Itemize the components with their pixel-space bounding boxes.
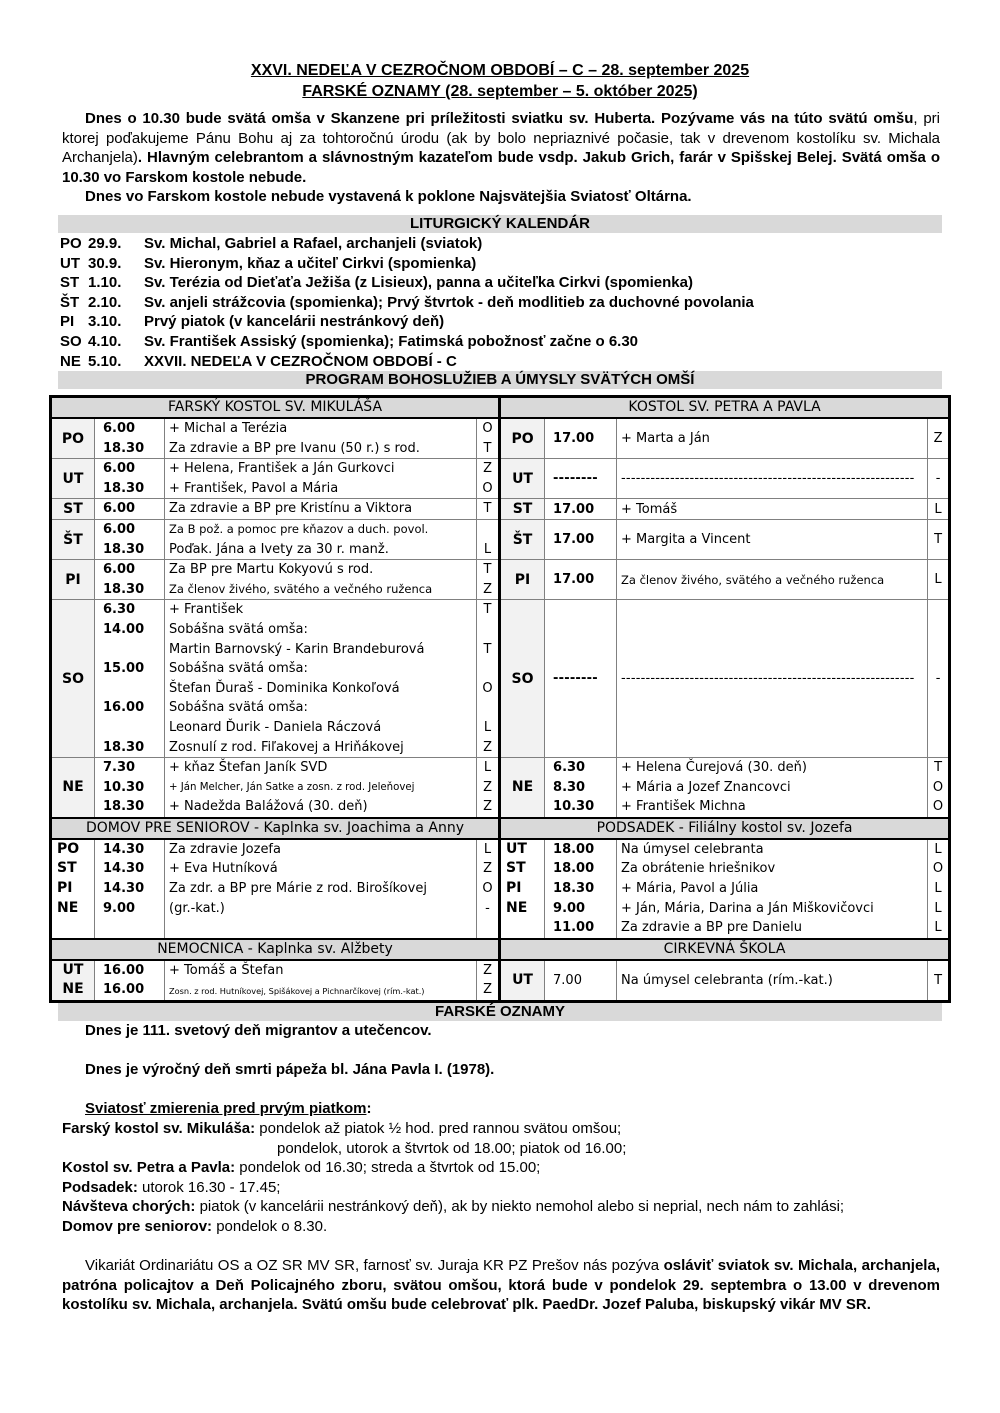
cell-line: Sobášna svätá omša: <box>169 621 308 637</box>
cell-line: Z <box>483 861 492 877</box>
cell-line: O <box>482 680 493 696</box>
time-cell <box>95 459 165 499</box>
schedule-row <box>51 839 950 939</box>
cell-line: + František Michna <box>621 799 746 815</box>
cell-line: 16.00 <box>103 700 145 716</box>
cell-line: + Mária, Pavol a Júlia <box>621 881 759 897</box>
cell-line <box>103 640 160 660</box>
cell-line <box>478 918 497 938</box>
time-cell: 17.00 <box>545 560 617 600</box>
cell-line: PI <box>57 880 73 897</box>
text-segment: utorok 16.30 - 17.45; <box>137 1178 281 1196</box>
calendar-text: Sv. Hieronym, kňaz a učiteľ Cirkvi (spomienka) <box>144 254 477 272</box>
schedule-row <box>51 560 950 600</box>
cell-line: O <box>932 861 944 877</box>
cell-line: PO <box>57 840 80 857</box>
cell-line <box>506 918 540 938</box>
intro-text <box>62 109 940 207</box>
intention-cell <box>165 600 477 758</box>
priest-cell <box>477 418 500 459</box>
text-segment: pondelok od 16.30; streda a štvrtok od 15.00; <box>235 1159 541 1177</box>
priest-cell <box>477 839 500 939</box>
cell-line <box>169 918 472 938</box>
calendar-date: 30.9. <box>88 254 122 272</box>
calendar-row <box>60 332 940 352</box>
spacer <box>62 1080 940 1100</box>
cell-line: Za členov živého, svätého a večného ruženca <box>169 581 433 596</box>
cell-line: T <box>483 602 492 618</box>
cell-line: Sobášna svätá omša: <box>169 700 308 716</box>
calendar-row <box>60 234 940 254</box>
priest-cell: - <box>928 459 950 499</box>
intention-cell <box>617 839 928 939</box>
cell-line: L <box>934 881 942 897</box>
cell-line: Za BP pre Martu Kokyovú s rod. <box>169 562 374 578</box>
cell-line: Za zdravie a BP pre Danielu <box>621 920 802 936</box>
time-cell <box>95 560 165 600</box>
cell-line: 14.30 <box>103 861 145 877</box>
intro-paragraph-2: Dnes vo Farskom kostole nebude vystavená k poklone Najsvätejšia Sviatosť Oltárna. <box>85 188 692 206</box>
title-line-2: FARSKÉ OZNAMY (28. september – 5. október 2025) <box>302 83 698 100</box>
cell-line: 6.00 <box>103 521 136 537</box>
cell-line: 6.00 <box>103 461 136 477</box>
cell-line: (gr.-kat.) <box>169 900 225 916</box>
cell-line: 9.00 <box>553 900 586 916</box>
priest-cell: - <box>928 600 950 758</box>
priest-cell: T <box>928 960 950 1002</box>
cell-line: + Mária a Jozef Znancovci <box>621 779 791 795</box>
cell-line: 18.30 <box>103 799 145 815</box>
cell-line: + Tomáš a Štefan <box>169 962 284 978</box>
cell-line: Za obrátenie hriešnikov <box>621 861 776 877</box>
cell-line: Sobášna svätá omša: <box>169 661 308 677</box>
intention-cell <box>617 758 928 818</box>
spacer <box>62 1041 940 1061</box>
calendar-date: 29.9. <box>88 235 122 252</box>
priest-cell: L <box>928 499 950 520</box>
announcement: Dnes je 111. svetový deň migrantov a utečencov. <box>85 1022 432 1039</box>
day-cell: ŠT <box>51 519 95 559</box>
intention-cell <box>617 600 928 758</box>
calendar-date: 3.10. <box>88 313 122 331</box>
confession-item <box>62 1158 940 1178</box>
time-cell <box>95 600 165 758</box>
calendar-date: 5.10. <box>88 352 122 370</box>
schedule-row <box>51 758 950 818</box>
cell-line: ------------------------------------------------------------ <box>621 470 915 486</box>
day-cell: PI <box>51 560 95 600</box>
time-cell: 7.00 <box>545 960 617 1002</box>
announcement: Dnes je výročný deň smrti pápeža bl. Jána Pavla I. (1978). <box>85 1061 495 1079</box>
day-cell: UT <box>500 960 545 1002</box>
calendar-date: 2.10. <box>88 293 122 311</box>
schedule-row <box>51 499 950 520</box>
cell-line: Z <box>483 982 492 998</box>
cell-line: 18.30 <box>103 480 145 496</box>
cell-line: Za zdravie Jozefa <box>169 841 281 857</box>
calendar-text: XXVII. NEDEĽA V CEZROČNOM OBDOBÍ - C <box>144 352 457 370</box>
day-cell: PO <box>500 418 545 459</box>
day-cell: SO <box>51 600 95 758</box>
text-segment: osláviť sviatok sv. Michala, archanjela, patróna policajtov a Deň Policajného zboru, svätou omšou, ktorá bude v pondelok 29. septembra o 13.00 v drevenom kostolíku sv. Michala, archanjela. Svätú omšu bude celebrovať plk. PaedDr. Jozef Paluba, biskupský vikár MV SR. <box>62 1257 940 1314</box>
cell-line: 10.30 <box>553 799 595 815</box>
title-line-1: XXVI. NEDEĽA V CEZROČNOM OBDOBÍ – C – 28. september 2025 <box>250 62 750 79</box>
text-segment: Podsadek: <box>62 1178 138 1196</box>
time-cell <box>95 839 165 939</box>
cell-line: ST <box>57 860 77 877</box>
intro-paragraph-1 <box>62 109 940 187</box>
schedule-row <box>51 960 950 1002</box>
day-cell <box>51 960 95 1002</box>
cell-line: UT <box>506 840 527 857</box>
confession-item <box>62 1119 940 1139</box>
intention-cell: + Margita a Vincent <box>617 519 928 559</box>
cell-line: Štefan Ďuraš - Dominika Konkoľová <box>169 680 400 696</box>
cell-line: 15.00 <box>103 661 145 677</box>
intention-cell: + Tomáš <box>617 499 928 520</box>
cell-line: Zosn. z rod. Hutníkovej, Spišákovej a Pichnarčíkovej (rím.-kat.) <box>169 986 425 997</box>
cell-line: + Michal a Terézia <box>169 421 288 436</box>
section-cirkevna-skola: CIRKEVNÁ ŠKOLA <box>500 939 950 960</box>
cell-line: NE <box>506 899 528 916</box>
calendar-row <box>60 352 940 372</box>
cell-line: O <box>932 799 944 815</box>
cell-line: UT <box>62 961 84 978</box>
cell-line: T <box>483 440 492 456</box>
confession-heading <box>62 1099 940 1119</box>
calendar-day: ST <box>60 274 80 292</box>
confession-item <box>62 1197 940 1217</box>
section-header-row <box>51 818 950 839</box>
cell-line <box>103 918 160 938</box>
cell-line: + František <box>169 602 244 618</box>
day-cell: PI <box>500 560 545 600</box>
intention-cell <box>165 459 477 499</box>
cell-line: 16.00 <box>103 982 145 998</box>
intention-cell <box>165 560 477 600</box>
calendar-row <box>60 273 940 293</box>
cell-line: 18.30 <box>103 739 145 755</box>
intro-bold-2: . Hlavným celebrantom a slávnostným kazateľom bude vsdp. Jakub Grich, farár v Spišskej Belej. Svätá omša o 10.30 vo Farskom kostole nebude. <box>62 149 940 186</box>
cell-line: 18.00 <box>553 841 595 857</box>
cell-line: 16.00 <box>103 962 145 978</box>
time-cell <box>95 418 165 459</box>
cell-line: 18.00 <box>553 861 595 877</box>
day-cell: ST <box>500 499 545 520</box>
schedule-row <box>51 459 950 499</box>
cell-line: 8.30 <box>553 779 586 795</box>
cell-line: ST <box>506 860 526 877</box>
intention-cell <box>165 960 477 1002</box>
priest-cell <box>477 560 500 600</box>
cell-line: L <box>934 900 942 916</box>
cell-line: T <box>934 760 943 776</box>
cell-line: + František, Pavol a Mária <box>169 480 339 496</box>
cell-line: 6.00 <box>103 421 136 436</box>
cell-line: 6.30 <box>103 602 136 618</box>
calendar-text: Prvý piatok (v kancelárii nestránkový deň) <box>144 313 445 331</box>
cell-line: 6.00 <box>103 501 136 517</box>
cell-line: T <box>483 562 492 578</box>
cell-line: + Nadežda Balážová (30. deň) <box>169 799 368 815</box>
cell-line: L <box>483 841 492 857</box>
section-domov-seniorov: DOMOV PRE SENIOROV - Kaplnka sv. Joachima a Anny <box>51 818 500 839</box>
intention-cell <box>165 758 477 818</box>
cell-line: O <box>482 421 493 436</box>
calendar-text: Sv. anjeli strážcovia (spomienka); Prvý štvrtok - deň modlitieb za duchovné povolania <box>144 293 754 311</box>
day-cell: PO <box>51 418 95 459</box>
time-cell <box>545 839 617 939</box>
cell-line: Za zdravie a BP pre Kristínu a Viktora <box>169 501 413 517</box>
day-cell: SO <box>500 600 545 758</box>
calendar-row <box>60 312 940 332</box>
cell-line: + kňaz Štefan Janík SVD <box>169 760 328 776</box>
priest-cell: T <box>928 519 950 559</box>
cell-line: Z <box>483 581 492 597</box>
calendar-day: SO <box>60 332 82 350</box>
section-kostol-petra-pavla: KOSTOL SV. PETRA A PAVLA <box>500 397 950 419</box>
confession-item-continued: pondelok, utorok a štvrtok od 18.00; piatok od 16.00; <box>277 1139 627 1157</box>
intro-bold-1: Dnes o 10.30 bude svätá omša v Skanzene pri príležitosti sviatku sv. Huberta. Pozývame vás na túto svätú omšu <box>85 110 914 127</box>
calendar-text: Sv. František Assiský (spomienka); Fatimská pobožnosť začne o 6.30 <box>144 332 639 350</box>
cell-line <box>478 620 497 640</box>
day-cell: NE <box>500 758 545 818</box>
time-cell: 17.00 <box>545 418 617 459</box>
priest-cell <box>477 960 500 1002</box>
cell-line: Za zdr. a BP pre Márie z rod. Birošíkovej <box>169 881 427 897</box>
priest-cell <box>477 600 500 758</box>
day-cell: UT <box>500 459 545 499</box>
day-cell <box>500 839 545 939</box>
calendar-text: Sv. Michal, Gabriel a Rafael, archanjeli (sviatok) <box>144 235 483 252</box>
cell-line: ------------------------------------------------------------ <box>621 670 915 686</box>
priest-cell <box>477 459 500 499</box>
schedule-row <box>51 418 950 459</box>
program-heading: PROGRAM BOHOSLUŽIEB A ÚMYSLY SVÄTÝCH OMŠÍ <box>58 371 942 389</box>
intention-cell <box>165 418 477 459</box>
cell-line: + Ján, Mária, Darina a Ján Miškovičovci <box>621 900 874 916</box>
cell-line: NE <box>62 981 84 998</box>
calendar-text: Sv. Terézia od Dieťaťa Ježiša (z Lisieux), panna a učiteľka Cirkvi (spomienka) <box>144 274 693 292</box>
calendar-date: 1.10. <box>88 274 122 292</box>
confession-item <box>62 1178 940 1198</box>
calendar-row <box>60 254 940 274</box>
time-cell: -------- <box>545 459 617 499</box>
cell-line: + Helena, František a Ján Gurkovci <box>169 461 395 477</box>
cell-line: Z <box>483 779 492 795</box>
cell-line: 14.30 <box>103 841 145 857</box>
cell-line: T <box>483 641 492 657</box>
cell-line: 18.30 <box>103 541 145 557</box>
liturgical-calendar <box>60 234 940 371</box>
priest-cell <box>477 758 500 818</box>
cell-line <box>478 520 497 540</box>
cell-line: Z <box>483 799 492 815</box>
cell-line: T <box>483 501 492 517</box>
intention-cell <box>165 499 477 520</box>
text-segment: Farský kostol sv. Mikuláša: <box>62 1119 256 1137</box>
time-cell <box>95 499 165 520</box>
day-cell: NE <box>51 758 95 818</box>
time-cell: 17.00 <box>545 519 617 559</box>
time-cell <box>95 758 165 818</box>
text-segment: Návšteva chorých: <box>62 1198 196 1216</box>
intention-cell: Za členov živého, svätého a večného ruženca <box>617 560 928 600</box>
section-nemocnica: NEMOCNICA - Kaplnka sv. Alžbety <box>51 939 500 960</box>
cell-line: L <box>483 760 492 776</box>
cell-line: 6.30 <box>553 760 586 776</box>
cell-line: + Ján Melcher, Ján Satke a zosn. z rod. Jeleňovej <box>169 781 415 793</box>
priest-cell <box>477 499 500 520</box>
calendar-day: ŠT <box>60 293 80 311</box>
intention-cell <box>617 459 928 499</box>
cell-line: L <box>934 841 942 857</box>
text-segment: Kostol sv. Petra a Pavla: <box>62 1159 236 1177</box>
cell-line <box>103 679 160 699</box>
cell-line: 9.00 <box>103 900 136 916</box>
calendar-day: PO <box>60 235 82 252</box>
cell-line: L <box>483 719 492 735</box>
cell-line: Zosnulí z rod. Fiľakovej a Hriňákovej <box>169 739 404 755</box>
time-cell <box>95 960 165 1002</box>
cell-line: NE <box>57 899 79 916</box>
cell-line: Z <box>483 739 492 755</box>
invitation-paragraph <box>62 1256 940 1315</box>
day-cell: ST <box>51 499 95 520</box>
cell-line: 14.30 <box>103 881 145 897</box>
cell-line: + Helena Čurejová (30. deň) <box>621 760 807 776</box>
cell-line: L <box>483 541 492 557</box>
cell-line <box>478 698 497 718</box>
intention-cell: + Marta a Ján <box>617 418 928 459</box>
calendar-date: 4.10. <box>88 332 122 350</box>
cell-line: Na úmysel celebranta <box>621 841 764 857</box>
cell-line: Za zdravie a BP pre Ivanu (50 r.) s rod. <box>169 440 420 456</box>
spacer <box>62 1237 940 1257</box>
cell-line: 11.00 <box>553 920 595 936</box>
announcements-heading: FARSKÉ OZNAMY <box>58 1003 942 1021</box>
cell-line: O <box>932 779 944 795</box>
priest-cell <box>928 758 950 818</box>
cell-line: PI <box>506 880 522 897</box>
cell-line: 14.00 <box>103 621 145 637</box>
text-segment: : <box>366 1100 372 1118</box>
calendar-day: UT <box>60 254 80 272</box>
section-header-row <box>51 397 950 419</box>
priest-cell: L <box>928 560 950 600</box>
cell-line: Z <box>483 461 492 477</box>
priest-cell <box>477 519 500 559</box>
section-header-row <box>51 939 950 960</box>
schedule-row <box>51 600 950 758</box>
cell-line <box>103 718 160 738</box>
cell-line: 18.30 <box>103 581 145 597</box>
cell-line: 18.30 <box>553 881 595 897</box>
cell-line: Poďak. Jána a Ivety za 30 r. manž. <box>169 541 389 557</box>
intention-cell <box>165 839 477 939</box>
time-cell <box>545 758 617 818</box>
day-cell: ŠT <box>500 519 545 559</box>
mass-schedule-table <box>49 395 951 1003</box>
cell-line: Z <box>483 962 492 978</box>
cell-line: 18.30 <box>103 440 145 456</box>
cell-line: L <box>934 920 942 936</box>
time-cell: 17.00 <box>545 499 617 520</box>
cell-line: O <box>482 881 493 897</box>
time-cell <box>95 519 165 559</box>
priest-cell <box>928 839 950 939</box>
intro-normal: , pri ktorej poďakujeme Pánu Bohu aj za tohtoročnú úrodu (ak by bolo nepriaznivé počasie, tak v drevenom kostolíku sv. Michala Archanjela) <box>62 110 940 167</box>
cell-line: Martin Barnovský - Karin Brandeburová <box>169 641 425 657</box>
document-title <box>0 60 1000 102</box>
text-segment: pondelok o 8.30. <box>212 1217 328 1235</box>
cell-line: O <box>482 480 493 496</box>
calendar-row <box>60 293 940 313</box>
calendar-day: NE <box>60 352 81 370</box>
cell-line: + Eva Hutníková <box>169 861 278 877</box>
section-podsadek: PODSADEK - Filiálny kostol sv. Jozefa <box>500 818 950 839</box>
intention-cell <box>165 519 477 559</box>
schedule-row <box>51 519 950 559</box>
confession-item <box>62 1217 940 1237</box>
day-cell <box>51 839 95 939</box>
text-segment: piatok (v kancelárii nestránkový deň), ak by niekto nemohol alebo si neprial, nech nám to zahlási; <box>195 1198 845 1216</box>
cell-line: Za B pož. a pomoc pre kňazov a duch. povol. <box>169 521 429 536</box>
calendar-day: PI <box>60 313 75 331</box>
text-segment: Vikariát Ordinariátu OS a OZ SR MV SR, farnosť sv. Juraja KR PZ Prešov nás pozýva <box>85 1257 664 1275</box>
cell-line: 7.30 <box>103 760 136 776</box>
cell-line: - <box>485 900 490 916</box>
text-segment: Domov pre seniorov: <box>62 1217 213 1235</box>
cell-line <box>57 918 90 938</box>
text-segment: Sviatosť zmierenia pred prvým piatkom <box>85 1100 367 1118</box>
day-cell: UT <box>51 459 95 499</box>
time-cell: -------- <box>545 600 617 758</box>
cell-line: 6.00 <box>103 562 136 578</box>
calendar-heading: LITURGICKÝ KALENDÁR <box>58 215 942 233</box>
cell-line: Leonard Ďurik - Daniela Ráczová <box>169 719 382 735</box>
cell-line <box>478 659 497 679</box>
section-farsky-kostol: FARSKÝ KOSTOL SV. MIKULÁŠA <box>51 397 500 419</box>
cell-line: 10.30 <box>103 779 145 795</box>
priest-cell: Z <box>928 418 950 459</box>
intention-cell: Na úmysel celebranta (rím.-kat.) <box>617 960 928 1002</box>
text-segment: pondelok až piatok ½ hod. pred rannou svätou omšou; <box>255 1119 622 1137</box>
announcements <box>62 1021 940 1315</box>
